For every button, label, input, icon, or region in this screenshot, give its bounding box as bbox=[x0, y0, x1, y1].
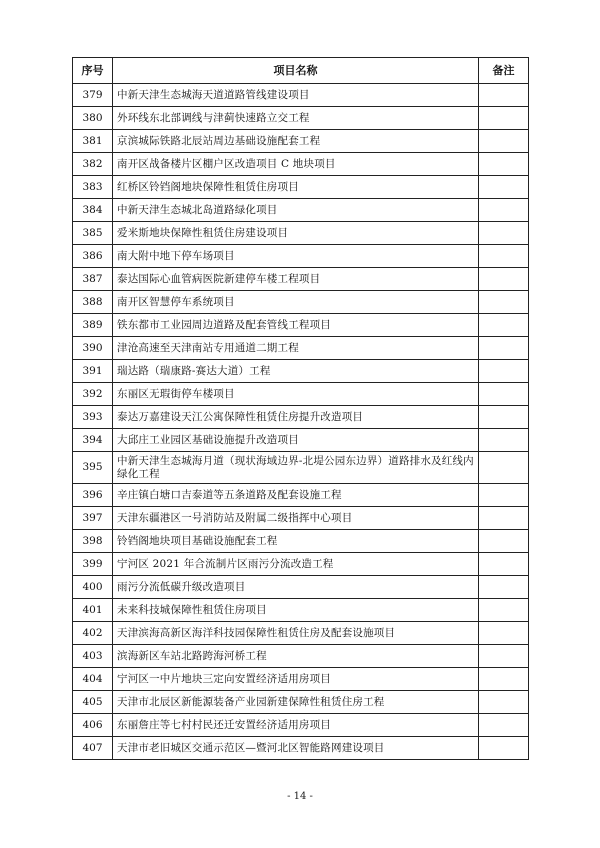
row-project-name: 南开区战备楼片区棚户区改造项目 C 地块项目 bbox=[113, 153, 479, 176]
row-remark bbox=[479, 406, 529, 429]
row-serial-number: 387 bbox=[73, 268, 113, 291]
row-remark bbox=[479, 360, 529, 383]
row-project-name: 红桥区铃铛阁地块保障性租赁住房项目 bbox=[113, 176, 479, 199]
row-serial-number: 402 bbox=[73, 622, 113, 645]
table-row bbox=[73, 737, 529, 760]
row-remark bbox=[479, 222, 529, 245]
table-row bbox=[73, 383, 529, 406]
table-row bbox=[73, 130, 529, 153]
row-serial-number: 382 bbox=[73, 153, 113, 176]
row-remark bbox=[479, 553, 529, 576]
row-serial-number: 390 bbox=[73, 337, 113, 360]
row-project-name: 瑞达路（瑞康路-赛达大道）工程 bbox=[113, 360, 479, 383]
table-row bbox=[73, 245, 529, 268]
row-serial-number: 396 bbox=[73, 484, 113, 507]
table-row bbox=[73, 268, 529, 291]
row-serial-number: 385 bbox=[73, 222, 113, 245]
table-row bbox=[73, 576, 529, 599]
row-serial-number: 392 bbox=[73, 383, 113, 406]
table-row bbox=[73, 199, 529, 222]
row-remark bbox=[479, 737, 529, 760]
row-project-name: 滨海新区车站北路跨海河桥工程 bbox=[113, 645, 479, 668]
table-row bbox=[73, 452, 529, 484]
row-remark bbox=[479, 153, 529, 176]
header-project-name: 项目名称 bbox=[113, 58, 479, 84]
table-row bbox=[73, 553, 529, 576]
row-remark bbox=[479, 622, 529, 645]
row-serial-number: 393 bbox=[73, 406, 113, 429]
row-serial-number: 404 bbox=[73, 668, 113, 691]
row-remark bbox=[479, 199, 529, 222]
table-row bbox=[73, 484, 529, 507]
header-serial-number: 序号 bbox=[73, 58, 113, 84]
row-serial-number: 391 bbox=[73, 360, 113, 383]
row-remark bbox=[479, 314, 529, 337]
row-remark bbox=[479, 599, 529, 622]
row-project-name: 天津市北辰区新能源装备产业园新建保障性租赁住房工程 bbox=[113, 691, 479, 714]
table-row bbox=[73, 714, 529, 737]
row-project-name: 爱米斯地块保障性租赁住房建设项目 bbox=[113, 222, 479, 245]
row-project-name: 中新天津生态城北岛道路绿化项目 bbox=[113, 199, 479, 222]
row-project-name: 中新天津生态城海月道（现状海域边界-北堤公园东边界）道路排水及红线内绿化工程 bbox=[113, 452, 479, 484]
row-project-name: 辛庄镇白塘口吉泰道等五条道路及配套设施工程 bbox=[113, 484, 479, 507]
row-serial-number: 397 bbox=[73, 507, 113, 530]
row-remark bbox=[479, 507, 529, 530]
row-serial-number: 384 bbox=[73, 199, 113, 222]
header-remark: 备注 bbox=[479, 58, 529, 84]
row-serial-number: 398 bbox=[73, 530, 113, 553]
row-remark bbox=[479, 245, 529, 268]
row-remark bbox=[479, 714, 529, 737]
row-project-name: 铁东都市工业园周边道路及配套管线工程项目 bbox=[113, 314, 479, 337]
row-remark bbox=[479, 383, 529, 406]
project-table bbox=[72, 57, 529, 760]
row-serial-number: 388 bbox=[73, 291, 113, 314]
row-project-name: 中新天津生态城海天道道路管线建设项目 bbox=[113, 84, 479, 107]
row-project-name: 未来科技城保障性租赁住房项目 bbox=[113, 599, 479, 622]
table-row bbox=[73, 668, 529, 691]
row-remark bbox=[479, 84, 529, 107]
row-serial-number: 403 bbox=[73, 645, 113, 668]
row-project-name: 泰达国际心血管病医院新建停车楼工程项目 bbox=[113, 268, 479, 291]
row-serial-number: 401 bbox=[73, 599, 113, 622]
row-project-name: 京滨城际铁路北辰站周边基础设施配套工程 bbox=[113, 130, 479, 153]
table-row bbox=[73, 507, 529, 530]
row-remark bbox=[479, 130, 529, 153]
row-remark bbox=[479, 291, 529, 314]
row-serial-number: 399 bbox=[73, 553, 113, 576]
table-header bbox=[73, 58, 529, 84]
row-remark bbox=[479, 337, 529, 360]
table-row bbox=[73, 107, 529, 130]
row-project-name: 天津市老旧城区交通示范区—暨河北区智能路网建设项目 bbox=[113, 737, 479, 760]
table-row bbox=[73, 429, 529, 452]
row-serial-number: 405 bbox=[73, 691, 113, 714]
table-row bbox=[73, 176, 529, 199]
row-remark bbox=[479, 668, 529, 691]
table-row bbox=[73, 530, 529, 553]
table-body bbox=[73, 84, 529, 760]
row-project-name: 天津东疆港区一号消防站及附属二级指挥中心项目 bbox=[113, 507, 479, 530]
table-row bbox=[73, 691, 529, 714]
row-project-name: 津沧高速至天津南站专用通道二期工程 bbox=[113, 337, 479, 360]
row-serial-number: 386 bbox=[73, 245, 113, 268]
row-project-name: 泰达万嘉建设天江公寓保障性租赁住房提升改造项目 bbox=[113, 406, 479, 429]
row-serial-number: 389 bbox=[73, 314, 113, 337]
row-project-name: 雨污分流低碳升级改造项目 bbox=[113, 576, 479, 599]
row-remark bbox=[479, 530, 529, 553]
table-row bbox=[73, 645, 529, 668]
row-remark bbox=[479, 268, 529, 291]
row-serial-number: 406 bbox=[73, 714, 113, 737]
row-project-name: 大邱庄工业园区基础设施提升改造项目 bbox=[113, 429, 479, 452]
row-project-name: 东丽区无瑕街停车楼项目 bbox=[113, 383, 479, 406]
row-remark bbox=[479, 452, 529, 484]
row-project-name: 南大附中地下停车场项目 bbox=[113, 245, 479, 268]
table-row bbox=[73, 314, 529, 337]
header-row bbox=[73, 58, 529, 84]
table-row bbox=[73, 153, 529, 176]
row-remark bbox=[479, 176, 529, 199]
row-serial-number: 394 bbox=[73, 429, 113, 452]
row-project-name: 宁河区 2021 年合流制片区雨污分流改造工程 bbox=[113, 553, 479, 576]
row-remark bbox=[479, 429, 529, 452]
row-serial-number: 395 bbox=[73, 452, 113, 484]
row-project-name: 天津滨海高新区海洋科技园保障性租赁住房及配套设施项目 bbox=[113, 622, 479, 645]
row-serial-number: 383 bbox=[73, 176, 113, 199]
table-row bbox=[73, 360, 529, 383]
table-row bbox=[73, 84, 529, 107]
row-project-name: 铃铛阁地块项目基础设施配套工程 bbox=[113, 530, 479, 553]
row-remark bbox=[479, 691, 529, 714]
row-remark bbox=[479, 576, 529, 599]
table-row bbox=[73, 222, 529, 245]
row-remark bbox=[479, 107, 529, 130]
row-serial-number: 407 bbox=[73, 737, 113, 760]
table-row bbox=[73, 622, 529, 645]
row-remark bbox=[479, 484, 529, 507]
row-serial-number: 400 bbox=[73, 576, 113, 599]
row-project-name: 宁河区一中片地块三定向安置经济适用房项目 bbox=[113, 668, 479, 691]
row-serial-number: 381 bbox=[73, 130, 113, 153]
row-project-name: 外环线东北部调线与津蓟快速路立交工程 bbox=[113, 107, 479, 130]
row-project-name: 东丽詹庄等七村村民还迁安置经济适用房项目 bbox=[113, 714, 479, 737]
row-serial-number: 380 bbox=[73, 107, 113, 130]
table-row bbox=[73, 291, 529, 314]
table-row bbox=[73, 337, 529, 360]
page-number: - 14 - bbox=[287, 791, 313, 802]
table-row bbox=[73, 406, 529, 429]
row-serial-number: 379 bbox=[73, 84, 113, 107]
table-row bbox=[73, 599, 529, 622]
row-remark bbox=[479, 645, 529, 668]
row-project-name: 南开区智慧停车系统项目 bbox=[113, 291, 479, 314]
